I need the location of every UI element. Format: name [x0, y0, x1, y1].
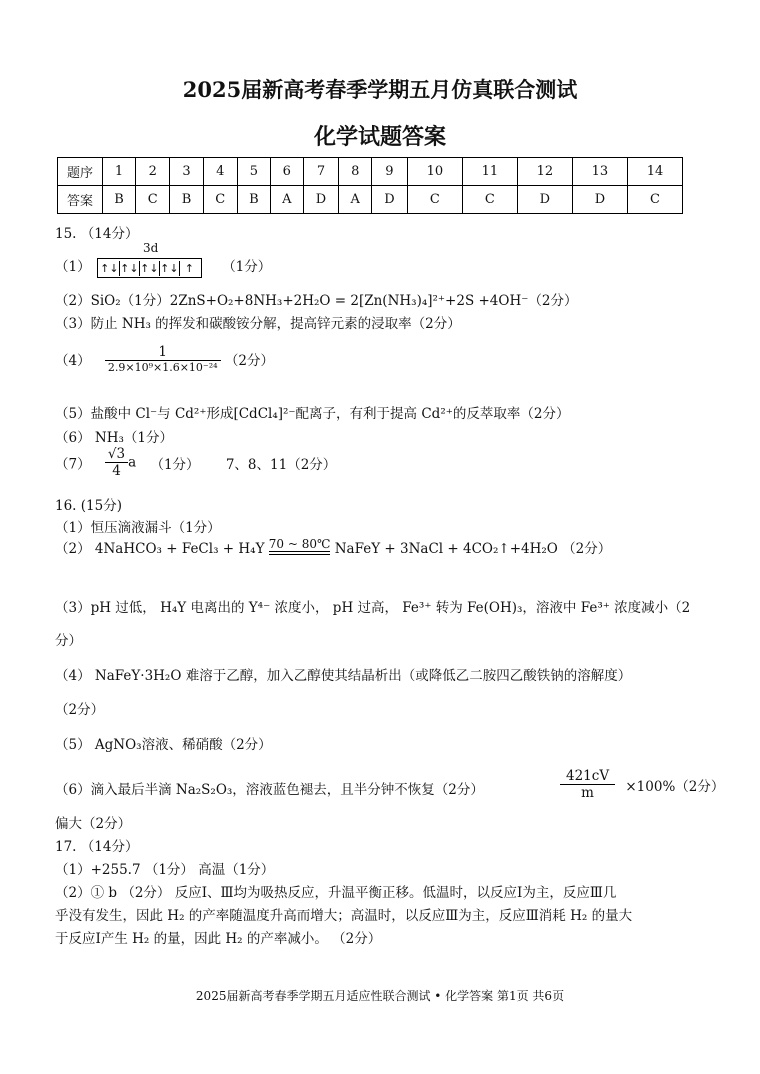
- q16-p6-denominator: m: [581, 785, 594, 801]
- question-number-cell: 9: [372, 158, 408, 186]
- answer-cell: B: [237, 186, 270, 214]
- q16-p6-line2: 偏大（2分）: [55, 816, 132, 832]
- question-number-cell: 10: [407, 158, 462, 186]
- question-number-cell: 7: [303, 158, 339, 186]
- question-number-cell: 2: [136, 158, 170, 186]
- orbital-diagram: [97, 258, 202, 278]
- answer-cell: A: [270, 186, 303, 214]
- q15-p7-denominator: 4: [112, 463, 121, 479]
- answer-cell: A: [339, 186, 372, 214]
- q15-p1-score: （1分）: [222, 259, 272, 275]
- q15-p1-orbital-title: 3d: [143, 241, 159, 255]
- q15-p1: [55, 255, 271, 278]
- question-number-cell: 3: [170, 158, 203, 186]
- q15-p5: （5）盐酸中 Cl⁻与 Cd²⁺形成[CdCl₄]²⁻配离子，有利于提高 Cd²⁺的反萃取率（2分）: [55, 406, 570, 422]
- q15-p4-score: （2分）: [224, 353, 274, 369]
- q16-p4-line2: （2分）: [55, 702, 105, 718]
- page-title: 2025届新高考春季学期五月仿真联合测试: [182, 77, 578, 102]
- q15-p7-fraction: [105, 446, 128, 479]
- answer-cell: D: [303, 186, 339, 214]
- answer-cell: C: [627, 186, 682, 214]
- q15-p7-variable: a: [128, 454, 137, 471]
- q15-p7-numerator: √3: [105, 446, 128, 463]
- row-label-number: 题序: [58, 158, 103, 186]
- question-number-cell: 8: [339, 158, 372, 186]
- question-number-cell: 13: [572, 158, 627, 186]
- question-number-cell: 12: [517, 158, 572, 186]
- answer-cell: B: [103, 186, 136, 214]
- answer-cell: C: [203, 186, 237, 214]
- question-number-cell: 14: [627, 158, 682, 186]
- reaction-condition: [269, 537, 331, 555]
- q16-p2-products: NaFeY + 3NaCl + 4CO₂↑+4H₂O: [334, 541, 558, 557]
- q16-p6-fraction: [560, 768, 615, 801]
- answer-cell: D: [517, 186, 572, 214]
- q15-p4: [55, 344, 274, 374]
- q16-p2-score: （2分）: [562, 541, 612, 557]
- q15-p4-numerator: 1: [105, 344, 221, 361]
- question-number-cell: 11: [462, 158, 517, 186]
- q17-heading: 17. （14分）: [55, 839, 139, 855]
- q17-p2-line2: 乎没有发生，因此 H₂ 的产率随温度升高而增大；高温时，以反应Ⅲ为主，反应Ⅲ消耗 H₂ 的量大: [55, 908, 633, 924]
- orbital-box: ↑: [184, 261, 194, 275]
- question-number-cell: 5: [237, 158, 270, 186]
- q16-p1: （1）恒压滴液漏斗（1分）: [55, 520, 221, 536]
- q15-p4-denominator: 2.9×10⁹×1.6×10⁻²⁴: [107, 361, 218, 374]
- orbital-box: ↑↓: [140, 261, 159, 275]
- q17-p2-line3: 于反应Ⅰ产生 H₂ 的量，因此 H₂ 的产率减小。 （2分）: [55, 931, 382, 947]
- answer-cell: C: [407, 186, 462, 214]
- answer-table-answer-row: [58, 186, 683, 214]
- orbital-box: ↑↓: [100, 261, 119, 275]
- q17-p2-line1: （2）① b （2分） 反应Ⅰ、Ⅲ均为吸热反应，升温平衡正移。低温时，以反应Ⅰ为主，反应Ⅲ几: [55, 885, 617, 901]
- q16-p2-label: （2）: [55, 541, 91, 557]
- answer-cell: D: [572, 186, 627, 214]
- question-number-cell: 4: [203, 158, 237, 186]
- q15-p2: （2）SiO₂（1分）2ZnS+O₂+8NH₃+2H₂O = 2[Zn(NH₃)₄]²⁺+2S +4OH⁻（2分）: [55, 293, 578, 309]
- question-number-cell: 6: [270, 158, 303, 186]
- q15-p3: （3）防止 NH₃ 的挥发和碳酸铵分解，提高锌元素的浸取率（2分）: [55, 316, 461, 332]
- answer-cell: C: [462, 186, 517, 214]
- answer-table-number-row: [58, 158, 683, 186]
- page-subtitle: 化学试题答案: [313, 124, 446, 150]
- q15-p7-rest: 7、8、11（2分）: [225, 456, 337, 473]
- q16-p3-line2: 分）: [55, 633, 82, 649]
- q17-p1: （1）+255.7 （1分） 高温（1分）: [55, 862, 275, 878]
- q16-p3-line1: （3）pH 过低， H₄Y 电离出的 Y⁴⁻ 浓度小， pH 过高， Fe³⁺ 转为 Fe(OH)₃，溶液中 Fe³⁺ 浓度减小（2: [55, 600, 691, 616]
- q15-p4-label: （4）: [55, 353, 91, 369]
- q15-p4-fraction: [105, 344, 221, 374]
- question-number-cell: 1: [103, 158, 136, 186]
- q16-p6-numerator: 421cV: [560, 768, 615, 785]
- q16-p2-reactants: 4NaHCO₃ + FeCl₃ + H₄Y: [94, 541, 265, 557]
- answer-cell: C: [136, 186, 170, 214]
- q15-p7-score: （1分）: [150, 456, 200, 473]
- q16-p4-line1: （4） NaFeY·3H₂O 难溶于乙醇，加入乙醇使其结晶析出（或降低乙二胺四乙酸铁钠的溶解度）: [55, 668, 632, 684]
- q16-p5: （5） AgNO₃溶液、稀硝酸（2分）: [55, 737, 272, 753]
- q16-heading: 16. (15分): [55, 498, 122, 514]
- q16-p6-text: （6）滴入最后半滴 Na₂S₂O₃，溶液蓝色褪去，且半分钟不恢复（2分）: [55, 782, 484, 798]
- reaction-condition-text: 70 ~ 80℃: [268, 537, 331, 551]
- answer-cell: D: [372, 186, 408, 214]
- answer-table: [57, 157, 683, 214]
- q15-p7: [55, 446, 336, 479]
- row-label-answer: 答案: [58, 186, 103, 214]
- answer-cell: B: [170, 186, 203, 214]
- q15-heading: 15. （14分）: [55, 226, 139, 242]
- q16-p6-formula: [560, 768, 724, 801]
- q15-p6: （6） NH₃（1分）: [55, 430, 173, 446]
- orbital-box: ↑↓: [120, 261, 139, 275]
- q16-p2: [55, 537, 611, 557]
- page-footer: 2025届新高考春季学期五月适应性联合测试 • 化学答案 第1页 共6页: [195, 989, 565, 1003]
- q15-p7-label: （7）: [55, 456, 91, 473]
- q16-p6-tail: ×100%（2分）: [625, 778, 725, 795]
- equals-sign: [269, 551, 331, 555]
- q15-p1-label: （1）: [55, 259, 91, 275]
- orbital-box: ↑↓: [160, 261, 179, 275]
